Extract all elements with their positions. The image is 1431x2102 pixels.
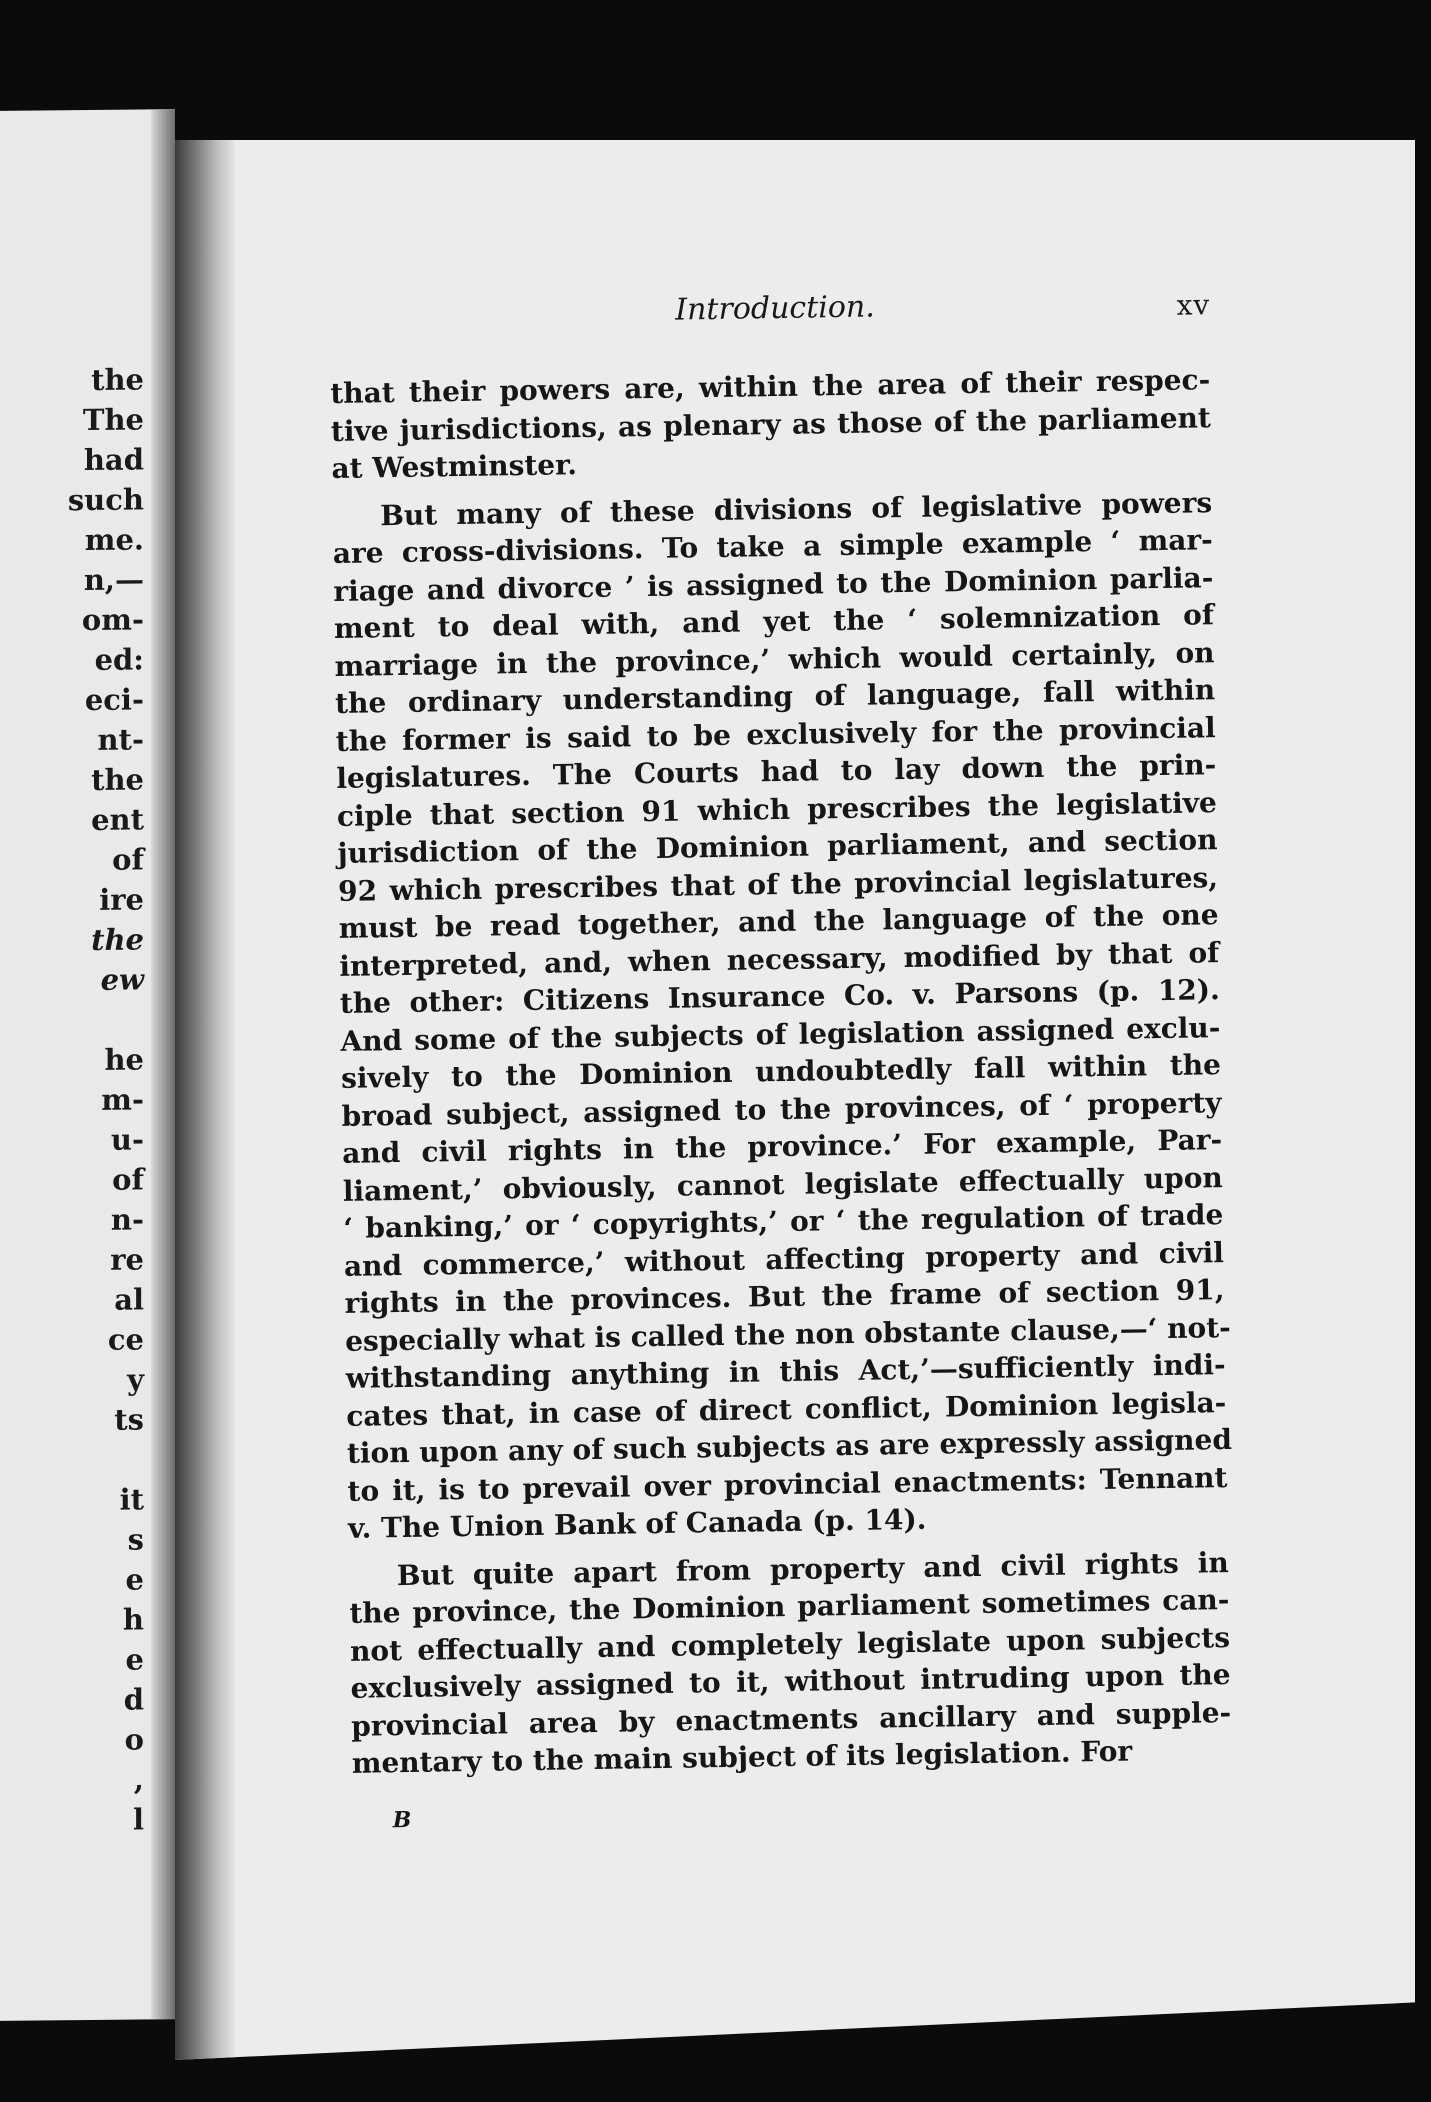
text-line: interpreted, and, when necessary, modified by that of xyxy=(339,935,1220,983)
facing-page-fragment: h xyxy=(122,1602,144,1637)
facing-page-fragment: o xyxy=(124,1722,144,1757)
facing-page-fragment xyxy=(4,1439,144,1480)
running-head-title: Introduction. xyxy=(674,289,876,328)
signature-mark: B xyxy=(392,1806,412,1833)
text-line: especially what is called the non obstante clause,—‘ not- xyxy=(344,1310,1231,1358)
text-line: must be read together, and the language of the one xyxy=(338,898,1219,945)
facing-page-fragment: The xyxy=(82,402,144,438)
paragraph-3 xyxy=(349,1544,1232,1783)
facing-page-fragment: n- xyxy=(110,1202,144,1237)
text-line: liament,’ obviously, cannot legislate effectually upon xyxy=(342,1160,1223,1208)
text-line: at Westminster. xyxy=(331,448,578,485)
facing-page-fragment: ire xyxy=(99,882,144,917)
facing-page-fragment: ce xyxy=(107,1322,144,1357)
gutter-shadow xyxy=(151,109,175,2019)
text-line: broad subject, assigned to the provinces, of ‘ property xyxy=(341,1085,1222,1133)
facing-page-fragment: he xyxy=(104,1042,144,1077)
text-line: provincial area by enactments ancillary and supple- xyxy=(350,1695,1232,1743)
facing-page-fragment: the xyxy=(91,922,144,957)
facing-page-fragment: s xyxy=(127,1522,144,1557)
text-line: exclusively assigned to it, without intruding upon the xyxy=(350,1658,1231,1705)
text-line: cates that, in case of direct conflict, Dominion legisla- xyxy=(346,1385,1227,1433)
facing-page-fragment: n,— xyxy=(83,562,144,598)
text-line: mentary to the main subject of its legislation. For xyxy=(351,1734,1133,1780)
facing-page-fragment: of xyxy=(112,842,144,877)
facing-page-fragment: d xyxy=(123,1682,144,1717)
facing-page-fragment: the xyxy=(91,762,144,797)
page-binding-edge xyxy=(175,140,235,2060)
text-line: the former is said to be exclusively for the provincial xyxy=(335,710,1216,758)
text-line: sively to the Dominion undoubtedly fall within the xyxy=(340,1048,1222,1095)
text-line: legislatures. The Courts had to lay down the prin- xyxy=(336,748,1217,795)
text-line: are cross-divisions. To take a simple example ‘ mar- xyxy=(332,523,1213,570)
facing-page-fragment: nt- xyxy=(97,722,144,757)
text-line: tive jurisdictions, as plenary as those of the parliament xyxy=(330,400,1212,448)
facing-page-fragment: y xyxy=(127,1362,144,1397)
facing-page-fragment: om- xyxy=(81,602,144,638)
facing-page-fragment: eci- xyxy=(84,682,144,718)
facing-page-fragment: it xyxy=(119,1482,144,1517)
text-line: jurisdiction of the Dominion parliament, and section xyxy=(337,823,1218,870)
text-line: to it, is to prevail over provincial enactments: Tennant xyxy=(347,1460,1228,1508)
facing-page-fragment: of xyxy=(112,1162,144,1197)
text-line: And some of the subjects of legislation assigned exclu- xyxy=(340,1010,1221,1058)
text-line: tion upon any of such subjects as are expressly assigned xyxy=(346,1422,1233,1470)
text-line: v. The Union Bank of Canada (p. 14). xyxy=(347,1502,927,1545)
facing-page-fragment: re xyxy=(110,1242,144,1277)
text-line: ‘ banking,’ or ‘ copyrights,’ or ‘ the regulation of trade xyxy=(343,1198,1224,1245)
paragraph-2 xyxy=(332,484,1233,1548)
facing-page-fragment xyxy=(4,999,144,1040)
facing-page-fragment: , xyxy=(133,1762,144,1797)
facing-page-fragment: ew xyxy=(100,962,144,997)
page-number: xv xyxy=(1176,288,1211,322)
facing-page-fragment: ts xyxy=(114,1402,144,1437)
facing-page-fragment: al xyxy=(114,1282,144,1317)
text-line: But quite apart from property and civil rights in xyxy=(396,1545,1230,1592)
text-line: marriage in the province,’ which would certainly, on xyxy=(334,635,1215,683)
facing-page-text-fragments xyxy=(4,359,144,1840)
text-line: the ordinary understanding of language, fall within xyxy=(334,673,1216,720)
text-line: 92 which prescribes that of the provincial legislatures, xyxy=(337,860,1219,908)
text-line: But many of these divisions of legislative powers xyxy=(379,485,1213,532)
facing-page-left xyxy=(0,109,175,2021)
text-line: ciple that section 91 which prescribes the legislative xyxy=(336,785,1218,833)
text-line: the province, the Dominion parliament sometimes can- xyxy=(349,1583,1230,1630)
text-line: ment to deal with, and yet the ‘ solemnization of xyxy=(333,598,1215,645)
facing-page-fragment: e xyxy=(125,1562,144,1597)
facing-page-fragment: such xyxy=(67,482,144,518)
text-line: rights in the provinces. But the frame of section 91, xyxy=(344,1273,1225,1320)
facing-page-fragment: e xyxy=(125,1642,144,1677)
facing-page-fragment: m- xyxy=(101,1082,144,1117)
text-line: and commerce,’ without affecting property and civil xyxy=(343,1235,1225,1283)
facing-page-fragment: u- xyxy=(110,1122,144,1157)
facing-page-fragment: l xyxy=(132,1802,144,1837)
body-text xyxy=(330,361,1233,1840)
text-line: the other: Citizens Insurance Co. v. Parsons (p. 12). xyxy=(339,973,1221,1020)
facing-page-fragment: the xyxy=(91,362,144,397)
text-line: withstanding anything in this Act,’—sufficiently indi- xyxy=(345,1348,1226,1395)
text-line: that their powers are, within the area of their respec- xyxy=(330,363,1211,410)
text-line: not effectually and completely legislate upon subjects xyxy=(349,1620,1231,1668)
facing-page-fragment: ent xyxy=(91,802,144,837)
facing-page-fragment: ed: xyxy=(94,642,144,677)
text-line: and civil rights in the province.’ For example, Par- xyxy=(341,1123,1223,1170)
facing-page-fragment: had xyxy=(83,442,144,478)
text-line: riage and divorce ’ is assigned to the Dominion parlia- xyxy=(333,560,1214,608)
facing-page-fragment: me. xyxy=(84,522,144,558)
paragraph-1 xyxy=(330,361,1212,487)
